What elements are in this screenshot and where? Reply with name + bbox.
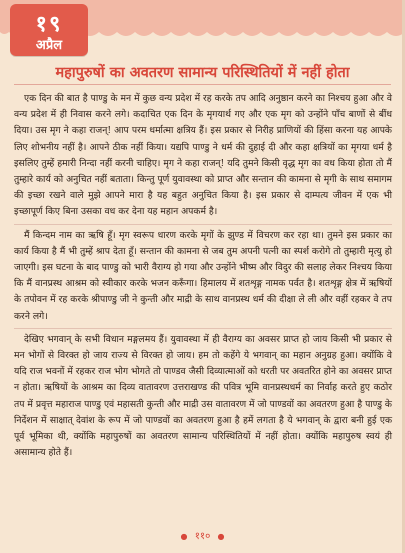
page-title: महापुरुषों का अवतरण सामान्य परिस्थितियों में नहीं होता xyxy=(55,65,350,81)
article-body xyxy=(14,91,392,461)
date-badge xyxy=(10,4,88,56)
bullet-icon: ● xyxy=(217,532,225,541)
paragraph-divider xyxy=(14,224,392,225)
paragraph-1: एक दिन की बात है पाण्डु के मन में कुछ वन्य प्रदेश में रह करके तप आदि अनुष्ठान करने का निश्चय हुआ और वे वन्य प्रदेश में ही निवास करने लगे। कदाचित एक दिन के मृगयार्थ गए और एक मृग को उन्होंने पाँच बाणों से बींध दिया। उस मृग ने कहा राजन्! आप परम धर्मात्मा क्षत्रिय हैं। इस प्रकार से निरीह प्राणियों की हिंसा करना यह आपके लिए शोभनीय नहीं है। आपने ठीक नहीं किया। यद्यपि पाण्डु ने धर्म की दुहाई दी और कहा क्षत्रियों का मृगया धर्म है इसलिए तुम्हें हमारी निन्दा नहीं करनी चाहिए। मृग ने कहा राजन्! यदि तुमने किसी वृद्ध मृग का वध किया होता तो मैं तुम्हारे कार्य को अनुचित नहीं बताता। किन्तु पूर्ण युवावस्था को प्राप्त और सन्तान की कामना से मृगी के साथ समागम की इच्छा रखने वाले मुझे आपने मारा है यह बहुत अनुचित किया है। इस प्रकार से दाम्पत्य जीवन में एक भी इच्छापूर्ण किए बिना उसका वध कर देना यह महान अपकर्म है। xyxy=(14,93,392,218)
paragraph-divider xyxy=(14,328,392,329)
paragraph-2: मैं किन्दम नाम का ऋषि हूँ। मृग स्वरूप धारण करके मृगों के झुण्ड में विचरण कर रहा था। तुमने इस प्रकार का कार्य किया है मैं भी तुम्हें श्राप देता हूँ। सन्तान की कामना से जब तुम अपनी पत्नी का स्पर्श करोगे तो तुम्हारी मृत्यु हो जाएगी। इस घटना के बाद पाण्डु को भारी वैराग्य हो गया और उन्होंने भीष्म और विदुर की सलाह लेकर निश्चय किया कि मैं वानप्रस्थ आश्रम को स्वीकार करके भजन करूँगा। हिमालय में शतशृङ्ग नामक पर्वत है। शतशृङ्ग क्षेत्र में ऋषियों के तपोवन में रह करके श्रीपाण्डु जी ने कुन्ती और माद्री के साथ वानप्रस्थ धर्म की दीक्षा ले ली और वहीं रहकर वे तप करने लगे। xyxy=(14,229,392,322)
page-footer xyxy=(0,528,405,542)
title-divider xyxy=(14,84,391,85)
day-number: १९ xyxy=(35,12,63,37)
bullet-icon: ● xyxy=(180,532,188,541)
page-number: ११० xyxy=(194,531,211,542)
paragraph-3: देखिए भगवान् के सभी विधान मङ्गलमय हैं। युवावस्था में ही वैराग्य का अवसर प्राप्त हो जाय किसी भी प्रकार से मन भोगों से विरक्त हो जाय राज्य से विरक्त हो जाय। हम तो कहेंगे ये भगवान् का महान अनुग्रह हुआ। क्योंकि वे यदि राज भवनों में रहकर राज भोग भोगते तो पाण्डव जैसी दिव्यात्माओं को धरती पर अवतरित होने का अवसर प्राप्त न होता। ऋषियों के आश्रम का दिव्य वातावरण उत्तराखण्ड की पवित्र भूमि वानप्रस्थधर्म का निर्वाह करते हुए कठोर तप में प्रवृत्त महाराज पाण्डु एवं महासती कुन्ती और माद्री उस वातावरण में जो पाण्डवों का अवतरण हुआ है पाण्डु के निर्देशन में साक्षात् देवांश के रूप में जो पाण्डवों का अवतरण हुआ है हमें लगता है ये भगवान् के द्वारा बनी हुई एक पूर्व भूमिका थी, क्योंकि महापुरुषों का अवतरण सामान्य परिस्थितियों में नहीं होता। क्योंकि महापुरुष स्वयं ही असामान्य होते हैं। xyxy=(14,333,392,459)
month-label: अप्रैल xyxy=(35,38,63,53)
